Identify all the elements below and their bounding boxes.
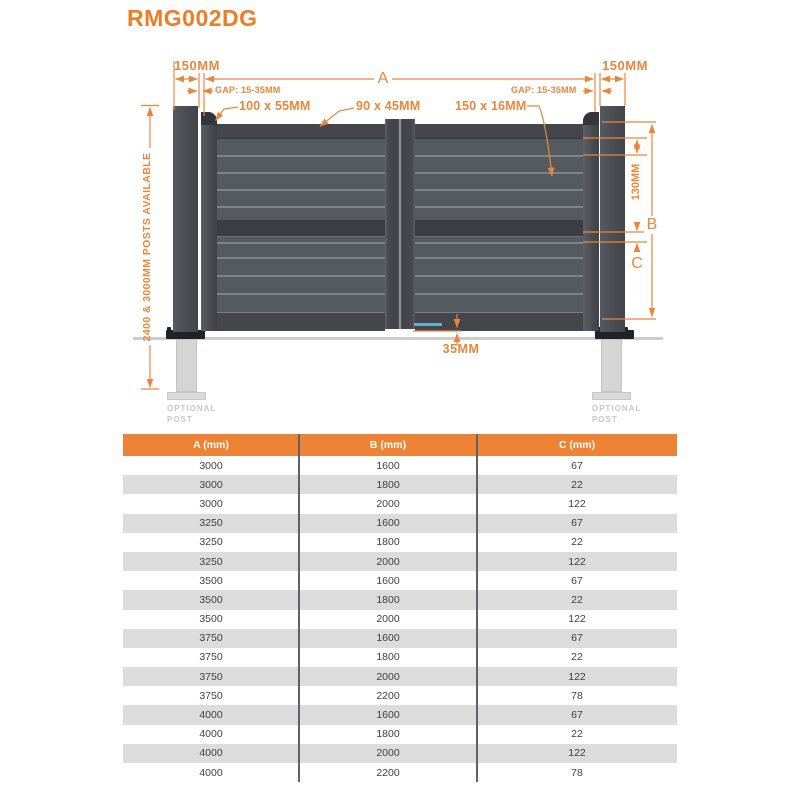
table-cell: 1600 bbox=[299, 705, 477, 724]
table-cell: 3750 bbox=[199, 651, 223, 664]
board-gap bbox=[415, 275, 583, 277]
table-cell: 1600 bbox=[299, 629, 477, 648]
table-row bbox=[123, 725, 677, 744]
bottom-rail bbox=[415, 312, 583, 331]
table-cell: 67 bbox=[477, 629, 677, 648]
board-gap bbox=[415, 293, 583, 295]
bottom-rail bbox=[217, 312, 385, 331]
board-gap bbox=[415, 172, 583, 174]
hanging-stile-right bbox=[583, 112, 599, 331]
dim-post-width-left: 150MM bbox=[174, 58, 220, 73]
table-column-divider bbox=[298, 434, 300, 782]
highlight-line bbox=[414, 323, 442, 326]
optional-post-right-label-line1: OPTIONAL bbox=[592, 404, 642, 413]
column-header-a: A (mm) bbox=[123, 434, 299, 456]
table-cell: 3750 bbox=[199, 689, 223, 702]
spec-table bbox=[123, 434, 677, 782]
table-cell: 3000 bbox=[199, 459, 223, 472]
label-frame-profile: 100 x 55MM bbox=[239, 99, 311, 113]
board-gap bbox=[415, 257, 583, 259]
spec-table-grid bbox=[123, 434, 677, 782]
table-cell: 22 bbox=[477, 590, 677, 609]
table-row bbox=[123, 475, 677, 494]
board-gap bbox=[217, 257, 385, 259]
table-row bbox=[123, 667, 677, 686]
board-gap bbox=[217, 206, 385, 208]
table-header-row bbox=[123, 434, 677, 456]
dim-ground-clearance: 35MM bbox=[442, 342, 480, 356]
table-cell: 122 bbox=[568, 613, 586, 626]
table-cell: 122 bbox=[477, 744, 677, 763]
gate-leaf-left bbox=[217, 124, 385, 330]
table-cell: 2000 bbox=[299, 667, 477, 686]
table-cell: 4000 bbox=[123, 744, 299, 763]
table-cell: 2000 bbox=[299, 552, 477, 571]
optional-post-left-label-line1: OPTIONAL bbox=[167, 404, 217, 413]
table-cell: 2200 bbox=[376, 766, 400, 779]
table-cell: 67 bbox=[477, 705, 677, 724]
table-cell: 1800 bbox=[376, 536, 400, 549]
table-row bbox=[123, 629, 677, 648]
table-cell: 2000 bbox=[376, 497, 400, 510]
table-cell: 4000 bbox=[123, 705, 299, 724]
table-cell: 3250 bbox=[123, 514, 299, 533]
table-row bbox=[123, 744, 677, 763]
gate-leaf-right bbox=[415, 124, 583, 330]
optional-post-right bbox=[601, 339, 622, 392]
table-cell: 67 bbox=[477, 514, 677, 533]
table-cell: 78 bbox=[571, 766, 583, 779]
table-cell: 22 bbox=[571, 728, 583, 741]
dim-gap-right: GAP: 15-35MM bbox=[511, 85, 577, 95]
label-board-profile: 150 x 16MM bbox=[455, 99, 527, 113]
hinge-cap-right bbox=[583, 112, 599, 125]
table-row bbox=[123, 648, 677, 667]
table-cell: 3500 bbox=[199, 613, 223, 626]
mid-rail bbox=[415, 220, 583, 237]
table-cell: 1600 bbox=[376, 459, 400, 472]
board-gap bbox=[217, 155, 385, 157]
board-gap bbox=[217, 293, 385, 295]
table-cell: 1800 bbox=[376, 651, 400, 664]
board-gap bbox=[217, 275, 385, 277]
table-cell: 3500 bbox=[199, 574, 223, 587]
table-column-divider bbox=[476, 434, 478, 782]
table-cell: 3000 bbox=[123, 475, 299, 494]
column-header-c: C (mm) bbox=[477, 434, 677, 456]
table-cell: 22 bbox=[571, 536, 583, 549]
table-row bbox=[123, 514, 677, 533]
table-row bbox=[123, 705, 677, 724]
table-row bbox=[123, 686, 677, 705]
optional-post-left-label-line2: POST bbox=[167, 415, 193, 424]
table-cell: 2000 bbox=[299, 744, 477, 763]
table-row bbox=[123, 533, 677, 552]
table-cell: 1800 bbox=[299, 475, 477, 494]
page-title: RMG002DG bbox=[127, 5, 258, 31]
table-cell: 3750 bbox=[123, 667, 299, 686]
board-gap bbox=[415, 206, 583, 208]
board-gap bbox=[217, 189, 385, 191]
label-stile-profile: 90 x 45MM bbox=[356, 99, 421, 113]
table-row bbox=[123, 571, 677, 590]
board-gap bbox=[217, 172, 385, 174]
dim-height-letter: B bbox=[644, 216, 660, 234]
table-cell: 1600 bbox=[299, 514, 477, 533]
optional-post-left-label bbox=[167, 403, 216, 425]
dim-post-width-right: 150MM bbox=[602, 58, 648, 73]
table-cell: 122 bbox=[477, 667, 677, 686]
column-header-b: B (mm) bbox=[299, 434, 477, 456]
spec-table-body bbox=[123, 456, 677, 782]
table-cell: 22 bbox=[477, 475, 677, 494]
table-cell: 3750 bbox=[123, 629, 299, 648]
top-rail bbox=[415, 124, 583, 139]
ground-line bbox=[133, 337, 663, 340]
table-cell: 3250 bbox=[199, 536, 223, 549]
centre-stiles bbox=[385, 119, 415, 329]
dim-overall-width-letter: A bbox=[374, 70, 392, 88]
mid-rail bbox=[217, 220, 385, 237]
table-cell: 122 bbox=[477, 552, 677, 571]
table-cell: 4000 bbox=[199, 766, 223, 779]
dim-top-board: 130MM bbox=[630, 163, 642, 201]
table-cell: 67 bbox=[571, 459, 583, 472]
table-row bbox=[123, 494, 677, 513]
table-row bbox=[123, 610, 677, 629]
table-cell: 1600 bbox=[376, 574, 400, 587]
table-cell: 1800 bbox=[299, 590, 477, 609]
optional-post-right-plate bbox=[592, 392, 631, 400]
table-cell: 3000 bbox=[199, 497, 223, 510]
hanging-stile-left bbox=[201, 112, 217, 331]
table-cell: 78 bbox=[571, 689, 583, 702]
posts-available-note: 2400 & 3000MM POSTS AVAILABLE bbox=[141, 152, 153, 342]
hinge-cap-left bbox=[201, 112, 217, 125]
table-cell: 1800 bbox=[376, 728, 400, 741]
table-cell: 3500 bbox=[123, 590, 299, 609]
board-gap bbox=[415, 189, 583, 191]
optional-post-left-plate bbox=[167, 392, 206, 400]
table-cell: 4000 bbox=[199, 728, 223, 741]
gate-post-left bbox=[173, 106, 198, 332]
table-cell: 3250 bbox=[123, 552, 299, 571]
board-gap bbox=[415, 242, 583, 244]
optional-post-right-label-line2: POST bbox=[592, 415, 618, 424]
dim-gap-left: GAP: 15-35MM bbox=[215, 85, 281, 95]
gate-post-right bbox=[600, 106, 625, 332]
top-rail bbox=[217, 124, 385, 139]
board-gap bbox=[217, 242, 385, 244]
table-cell: 22 bbox=[571, 651, 583, 664]
table-cell: 122 bbox=[568, 497, 586, 510]
table-cell: 2200 bbox=[376, 689, 400, 702]
table-row bbox=[123, 763, 677, 782]
table-row bbox=[123, 552, 677, 571]
optional-post-left bbox=[176, 339, 197, 392]
board-gap bbox=[415, 155, 583, 157]
table-cell: 2000 bbox=[376, 613, 400, 626]
table-row bbox=[123, 590, 677, 609]
dim-bottom-board-letter: C bbox=[629, 255, 645, 273]
table-cell: 67 bbox=[571, 574, 583, 587]
table-row bbox=[123, 456, 677, 475]
optional-post-right-label bbox=[592, 403, 641, 425]
